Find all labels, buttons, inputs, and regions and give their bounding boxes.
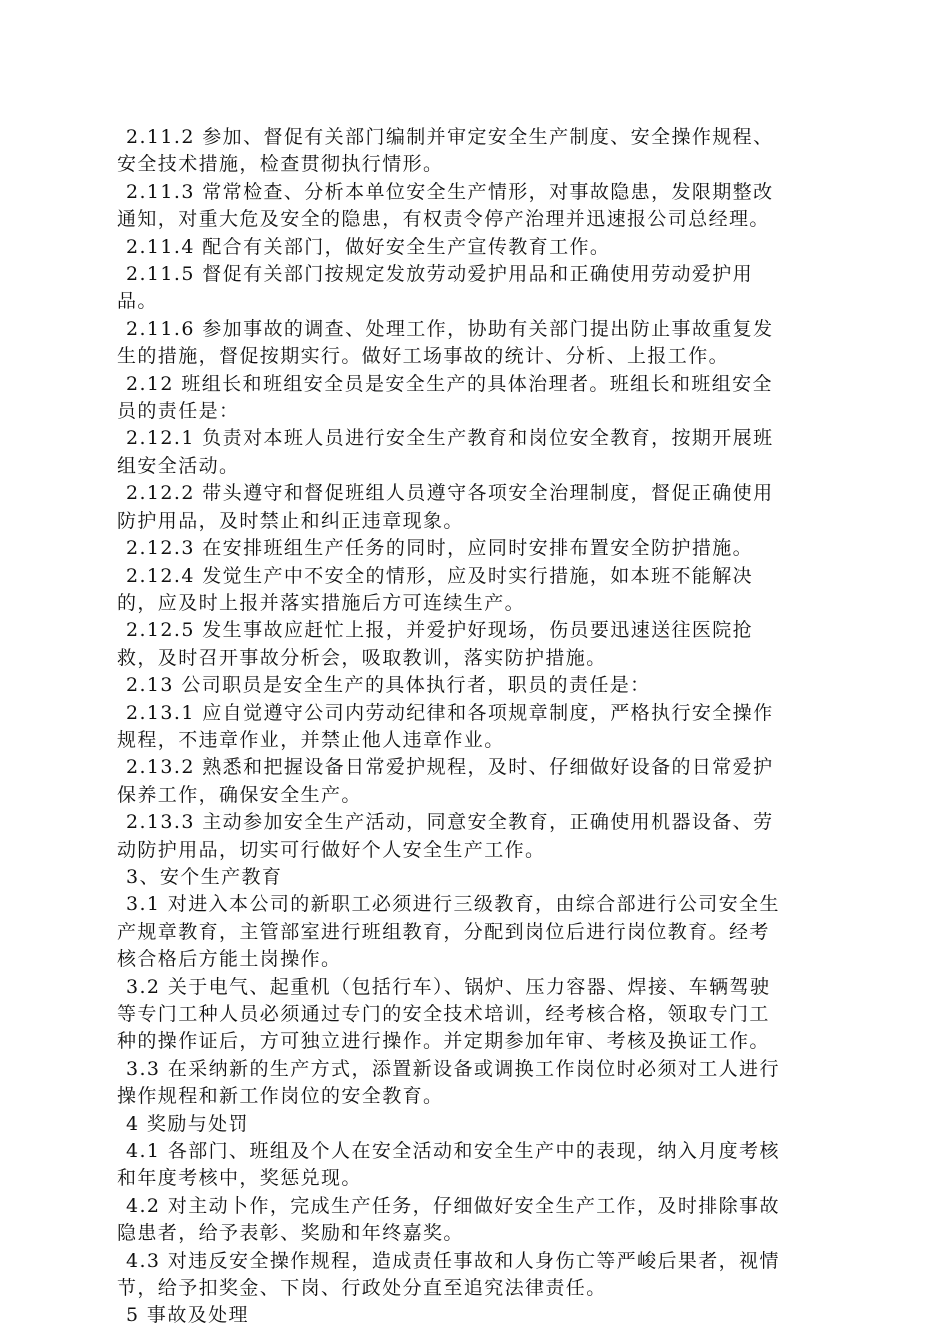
text-line: 节，给予扣奖金、下岗、行政处分直至追究法律责任。: [117, 1277, 607, 1300]
text-line: 5 事故及处理: [126, 1304, 249, 1327]
text-line: 保养工作，确保安全生产。: [117, 783, 362, 806]
text-line: 2.12 班组长和班组安全员是安全生产的具体治理者。班组长和班组安全: [126, 372, 773, 395]
text-line: 2.13 公司职员是安全生产的具体执行者，职员的责任是：: [126, 674, 651, 697]
text-line: 操作规程和新工作岗位的安全教育。: [117, 1085, 444, 1108]
text-line: 2.12.5 发生事故应赶忙上报，并爱护好现场，伤员要迅速送往医院抢: [126, 619, 754, 642]
text-line: 2.12.1 负责对本班人员进行安全生产教育和岗位安全教育，按期开展班: [126, 427, 774, 450]
paragraph: [117, 1138, 837, 1193]
text-line: 2.13.1 应自觉遵守公司内劳动纪律和各项规章制度，严格执行安全操作: [126, 701, 774, 724]
text-line: 组安全活动。: [117, 454, 240, 477]
text-line: 防护用品，及时禁止和纠正违章现象。: [117, 509, 464, 532]
paragraph: [117, 974, 837, 1056]
paragraph: [117, 754, 837, 809]
text-line: 通知，对重大危及安全的隐患，有权责令停产治理并迅速报公司总经理。: [117, 208, 770, 231]
text-line: 员的责任是：: [117, 400, 240, 423]
paragraph: [117, 617, 837, 672]
text-line: 3、安个生产教育: [126, 865, 283, 888]
text-line: 安全技术措施，检查贯彻执行情形。: [117, 153, 444, 176]
paragraph: [117, 864, 837, 891]
text-line: 4 奖励与处罚: [126, 1112, 249, 1135]
text-line: 2.11.6 参加事故的调查、处理工作，协助有关部门提出防止事故重复发: [126, 317, 774, 340]
text-line: 2.13.3 主动参加安全生产活动，同意安全教育，正确使用机器设备、劳: [126, 811, 774, 834]
text-line: 4.3 对违反安全操作规程，造成责任事故和人身伤亡等严峻后果者，视情: [126, 1249, 780, 1272]
paragraph: [117, 480, 837, 535]
document-body: [117, 124, 837, 1330]
text-line: 3.2 关于电气、起重机（包括行车）、锅炉、压力容器、焊接、车辆驾驶: [126, 975, 771, 998]
text-line: 2.11.4 配合有关部门，做好安全生产宣传教育工作。: [126, 235, 611, 258]
paragraph: [117, 179, 837, 234]
text-line: 的，应及时上报并落实措施后方可连续生产。: [117, 591, 526, 614]
paragraph: [117, 124, 837, 179]
text-line: 生的措施，督促按期实行。做好工场事故的统计、分析、上报工作。: [117, 345, 730, 368]
paragraph: [117, 535, 837, 562]
paragraph: [117, 1248, 837, 1303]
text-line: 隐患者，给予表彰、奖励和年终嘉奖。: [117, 1222, 464, 1245]
text-line: 2.11.5 督促有关部门按规定发放劳动爱护用品和正确使用劳动爱护用: [126, 263, 754, 286]
text-line: 2.11.3 常常检查、分析本单位安全生产情形，对事故隐患，发限期整改: [126, 180, 774, 203]
text-line: 核合格后方能土岗操作。: [117, 948, 342, 971]
text-line: 3.3 在采纳新的生产方式，添置新设备或调换工作岗位时必须对工人进行: [126, 1057, 780, 1080]
text-line: 3.1 对进入本公司的新职工必须进行三级教育，由综合部进行公司安全生: [126, 893, 780, 916]
text-line: 等专门工种人员必须通过专门的安全技术培训，经考核合格，领取专门工: [117, 1003, 770, 1025]
text-line: 产规章教育，主管部室进行班组教育，分配到岗位后进行岗位教育。经考: [117, 920, 770, 943]
paragraph: [117, 371, 837, 426]
paragraph: [117, 563, 837, 618]
paragraph: [117, 809, 837, 864]
paragraph: [117, 700, 837, 755]
text-line: 2.12.2 带头遵守和督促班组人员遵守各项安全治理制度，督促正确使用: [126, 482, 774, 505]
text-line: 2.12.3 在安排班组生产任务的同时，应同时安排布置安全防护措施。: [126, 537, 754, 560]
paragraph: [117, 425, 837, 480]
paragraph: [117, 891, 837, 973]
text-line: 2.13.2 熟悉和把握设备日常爱护规程，及时、仔细做好设备的日常爱护: [126, 756, 774, 779]
text-line: 2.12.4 发觉生产中不安全的情形，应及时实行措施，如本班不能解决: [126, 564, 754, 587]
text-line: 和年度考核中，奖惩兑现。: [117, 1167, 362, 1190]
paragraph: [117, 1302, 837, 1329]
text-line: 4.1 各部门、班组及个人在安全活动和安全生产中的表现，纳入月度考核: [126, 1140, 780, 1163]
paragraph: [117, 234, 837, 261]
text-line: 动防护用品，切实可行做好个人安全生产工作。: [117, 838, 546, 861]
paragraph: [117, 261, 837, 316]
text-line: 4.2 对主动卜作，完成生产任务，仔细做好安全生产工作，及时排除事故: [126, 1194, 780, 1217]
paragraph: [117, 672, 837, 699]
paragraph: [117, 1193, 837, 1248]
text-line: 规程，不违章作业，并禁止他人违章作业。: [117, 728, 505, 751]
text-line: 2.11.2 参加、督促有关部门编制并审定安全生产制度、安全操作规程、: [126, 126, 774, 148]
text-line: 品。: [117, 290, 158, 313]
paragraph: [117, 1111, 837, 1138]
paragraph: [117, 1056, 837, 1111]
paragraph: [117, 316, 837, 371]
text-line: 救，及时召开事故分析会，吸取教训，落实防护措施。: [117, 646, 607, 669]
text-line: 种的操作证后，方可独立进行操作。并定期参加年审、考核及换证工作。: [117, 1030, 770, 1053]
